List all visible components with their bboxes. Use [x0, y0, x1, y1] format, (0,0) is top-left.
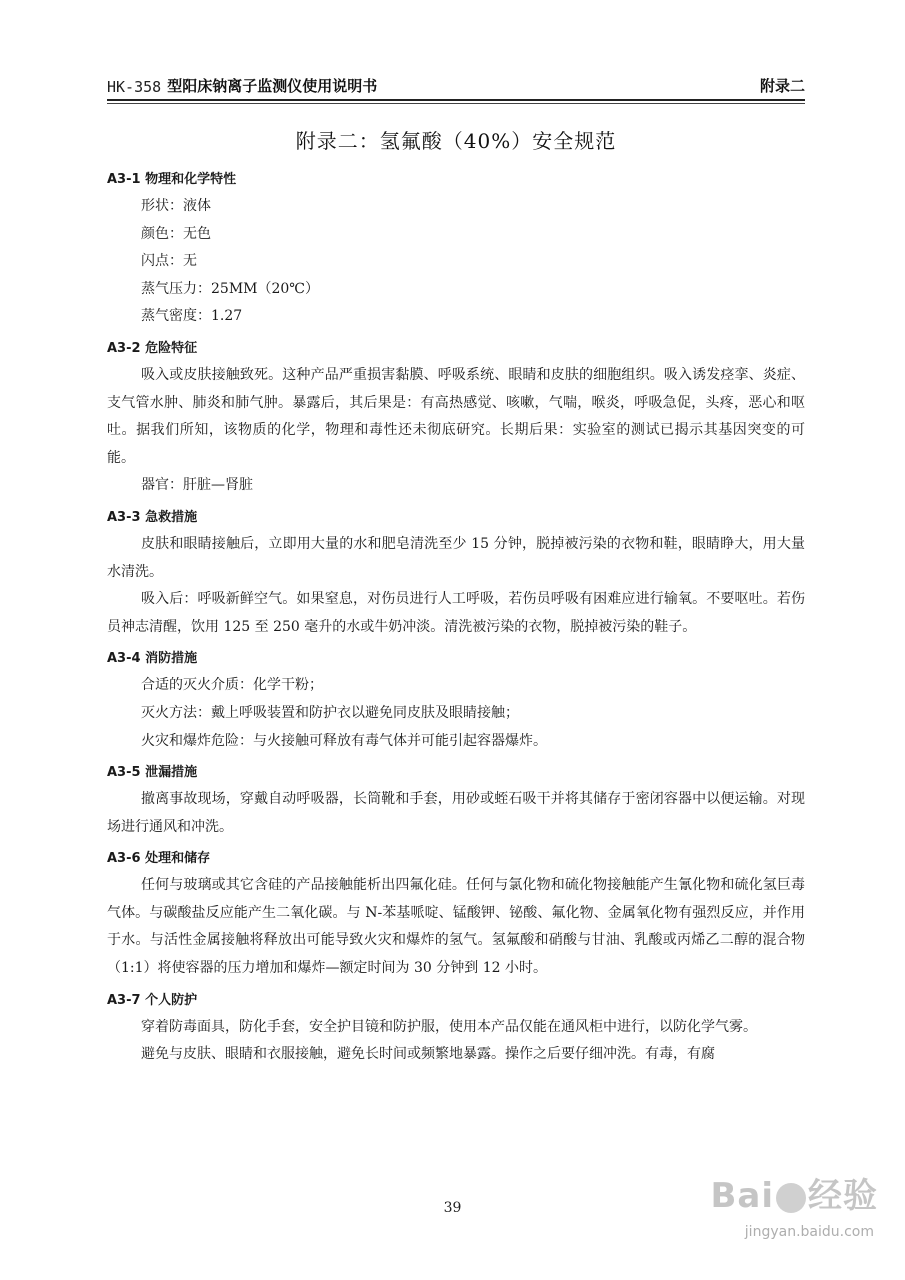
section-heading-a3-7: A3-7 个人防护	[107, 992, 198, 1008]
property-flash-point: 闪点：无	[141, 253, 197, 270]
header-title: 型阳床钠离子监测仪使用说明书	[167, 77, 378, 95]
header-section: 附录二	[759, 77, 805, 95]
section-heading-a3-1: A3-1 物理和化学特性	[107, 172, 237, 187]
section-heading-a3-3: A3-3 急救措施	[107, 509, 198, 525]
property-vapor-pressure: 蒸气压力：25MM（20℃）	[141, 280, 319, 297]
handling-storage-paragraph: 任何与玻璃或其它含硅的产品接触能析出四氟化硅。任何与氯化物和硫化物接触能产生氰化物和硫化氢巨毒气体。与碳酸盐反应能产生二氧化碳。与 N-苯基哌啶、锰酸钾、铋酸、氟化物、金属氧化物有强烈反应，并作用于水。与活性金属接触将释放出可能导致火灾和爆炸的氢气。氢氟酸和硝酸与甘油、乳酸或丙烯乙二醇的混合物（1:1）将使容器的压力增加和爆炸—额定时间为 30 分钟到 12 小时。	[107, 877, 805, 977]
watermark-logo-right: 经验	[808, 1176, 878, 1216]
property-shape: 形状：液体	[141, 198, 211, 214]
watermark-logo	[710, 1168, 878, 1217]
fire-hazard: 火灾和爆炸危险：与火接触可释放有毒气体并可能引起容器爆炸。	[141, 732, 547, 749]
page-number: 39	[443, 1200, 462, 1216]
watermark-site: jingyan.baidu.com	[744, 1224, 874, 1240]
protection-paragraph-1: 穿着防毒面具，防化手套，安全护目镜和防护服，使用本产品仅能在通风柜中进行，以防化学气雾。	[141, 1018, 757, 1035]
fire-media: 合适的灭火介质：化学干粉；	[141, 677, 323, 694]
property-vapor-density: 蒸气密度：1.27	[141, 308, 243, 325]
spill-paragraph: 撤离事故现场，穿戴自动呼吸器，长筒靴和手套，用砂或蛭石吸干并将其储存于密闭容器中以便运输。对现场进行通风和冲洗。	[107, 791, 805, 835]
first-aid-skin-eyes: 皮肤和眼睛接触后，立即用大量的水和肥皂清洗至少 15 分钟，脱掉被污染的衣物和鞋，眼睛睁大，用大量水清洗。	[107, 535, 805, 580]
hazard-organs: 器官：肝脏—肾脏	[141, 477, 253, 494]
page-header	[107, 72, 805, 96]
document-body	[107, 166, 805, 1069]
baidu-jingyan-watermark	[648, 1168, 888, 1264]
section-heading-a3-4: A3-4 消防措施	[107, 651, 198, 667]
fire-method: 灭火方法：戴上呼吸装置和防护衣以避免同皮肤及眼睛接触；	[141, 704, 519, 721]
watermark-logo-left: Bai	[710, 1176, 774, 1216]
section-heading-a3-5: A3-5 泄漏措施	[107, 765, 198, 781]
paw-icon	[776, 1183, 806, 1213]
protection-paragraph-2: 避免与皮肤、眼睛和衣服接触，避免长时间或频繁地暴露。操作之后要仔细冲洗。有毒，有腐	[141, 1046, 715, 1063]
property-color: 颜色：无色	[141, 225, 211, 242]
hazard-paragraph: 吸入或皮肤接触致死。这种产品严重损害黏膜、呼吸系统、眼睛和皮肤的细胞组织。吸入诱发痉挛、炎症、支气管水肿、肺炎和肺气肿。暴露后，其后果是：有高热感觉、咳嗽，气喘，喉炎，呼吸急促，头疼，恶心和呕吐。据我们所知，该物质的化学，物理和毒性还未彻底研究。长期后果：实验室的测试已揭示其基因突变的可能。	[107, 366, 805, 466]
section-heading-a3-2: A3-2 危险特征	[107, 340, 198, 356]
header-divider-thin	[107, 103, 805, 104]
header-model: HK-358	[107, 78, 162, 96]
page-title: 附录二：氢氟酸（40%）安全规范	[295, 129, 617, 153]
first-aid-inhalation: 吸入后：呼吸新鲜空气。如果窒息，对伤员进行人工呼吸，若伤员呼吸有困难应进行输氧。不要呕吐。若伤员神志清醒，饮用 125 至 250 毫升的水或牛奶冲淡。清洗被污染的衣物，脱掉被污染的鞋子。	[107, 591, 805, 635]
header-left	[107, 75, 377, 96]
section-heading-a3-6: A3-6 处理和储存	[107, 851, 211, 867]
header-divider	[107, 99, 805, 101]
